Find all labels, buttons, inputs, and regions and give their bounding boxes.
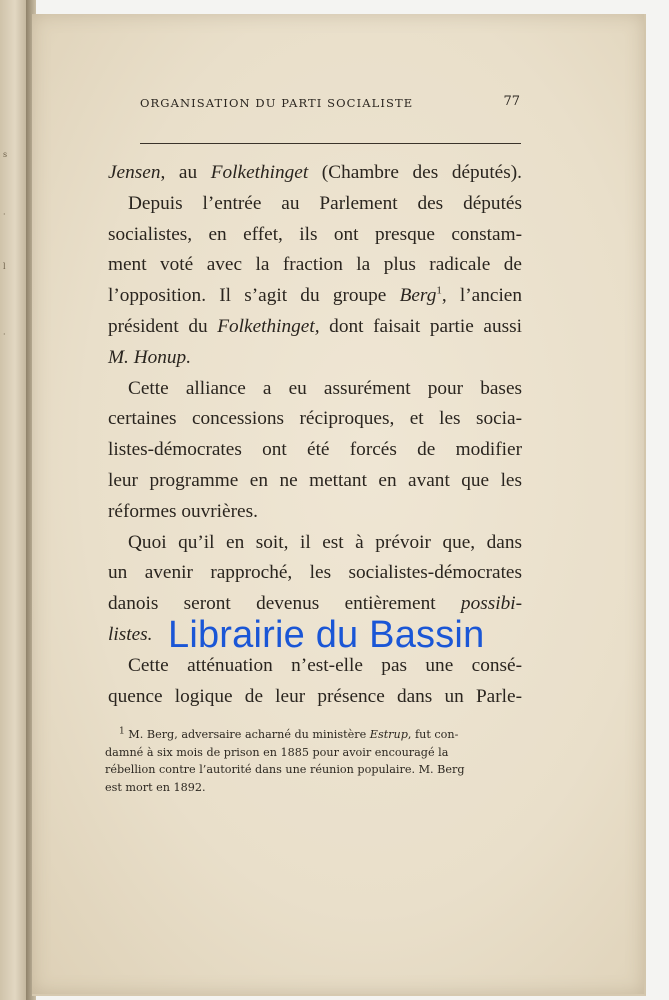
name-estrup: Estrup: [369, 728, 408, 741]
name-folkethinget: Folkethinget: [210, 162, 309, 183]
text-line: ment voté avec la fraction la plus radicale de: [108, 254, 522, 276]
text-line: [108, 158, 522, 189]
footnote-line: damné à six mois de prison en 1885 pour avoir encouragé la: [105, 745, 449, 759]
text-line: socialistes, en effet, ils ont presque constam-: [108, 223, 522, 245]
text-line: listes-démocrates ont été forcés de modifier: [108, 439, 522, 461]
text-span: , l’ancien: [441, 285, 522, 307]
left-page-fragment: ·: [3, 330, 6, 339]
text-span: président du: [108, 315, 218, 337]
footnote-line: rébellion contre l’autorité dans une réunion populaire. M. Berg: [105, 763, 465, 777]
text-line: [108, 312, 522, 343]
footnote: [105, 726, 519, 796]
footnote-line: est mort en 1892.: [105, 780, 206, 794]
text-span: , fut con-: [407, 728, 459, 741]
text-line: réformes ouvrières.: [108, 500, 258, 522]
header-rule: [140, 143, 521, 144]
name-honup: M. Honup.: [108, 346, 192, 368]
page-number: 77: [503, 94, 520, 109]
text-line: certaines concessions réciproques, et les socia-: [108, 408, 522, 430]
paragraph-start: Quoi qu’il en soit, il est à prévoir que, dans: [128, 531, 522, 553]
text-span: l’opposition. Il s’agit du groupe: [108, 285, 400, 307]
running-header-title: ORGANISATION DU PARTI SOCIALISTE: [140, 96, 414, 110]
word-possibilistes: possibi-: [460, 593, 522, 615]
word-possibilistes-end: listes.: [108, 623, 153, 645]
name-berg: Berg: [399, 285, 437, 307]
left-page-fragment: l: [3, 262, 6, 271]
footnote-line: [105, 726, 519, 744]
watermark: Librairie du Bassin: [168, 614, 485, 656]
paragraph-start: Cette alliance a eu assurément pour bases: [128, 377, 522, 399]
footnote-reference: 1: [436, 284, 442, 297]
paragraph-start: Depuis l’entrée au Parlement des députés: [128, 192, 522, 214]
paragraph-start: Cette atténuation n’est-elle pas une consé-: [128, 654, 522, 676]
text-span: danois seront devenus entièrement: [108, 593, 461, 615]
text-span: dont faisait partie aussi: [319, 315, 522, 337]
name-folkethinget: Folkethinget,: [217, 315, 320, 337]
text-span: , au: [160, 162, 211, 183]
text-line: un avenir rapproché, les socialistes-démocrates: [108, 562, 522, 584]
text-span: M. Berg, adversaire acharné du ministère: [124, 728, 370, 741]
left-page-fragment: s: [3, 150, 8, 159]
text-line: quence logique de leur présence dans un Parle-: [108, 685, 522, 707]
text-line: leur programme en ne mettant en avant que les: [108, 469, 522, 491]
name-jensen: Jensen: [108, 162, 161, 183]
footnote-marker: 1: [119, 726, 125, 737]
text-span: (Chambre des députés).: [308, 162, 522, 183]
text-line: [108, 281, 522, 312]
left-page-fragment: ·: [3, 210, 6, 219]
